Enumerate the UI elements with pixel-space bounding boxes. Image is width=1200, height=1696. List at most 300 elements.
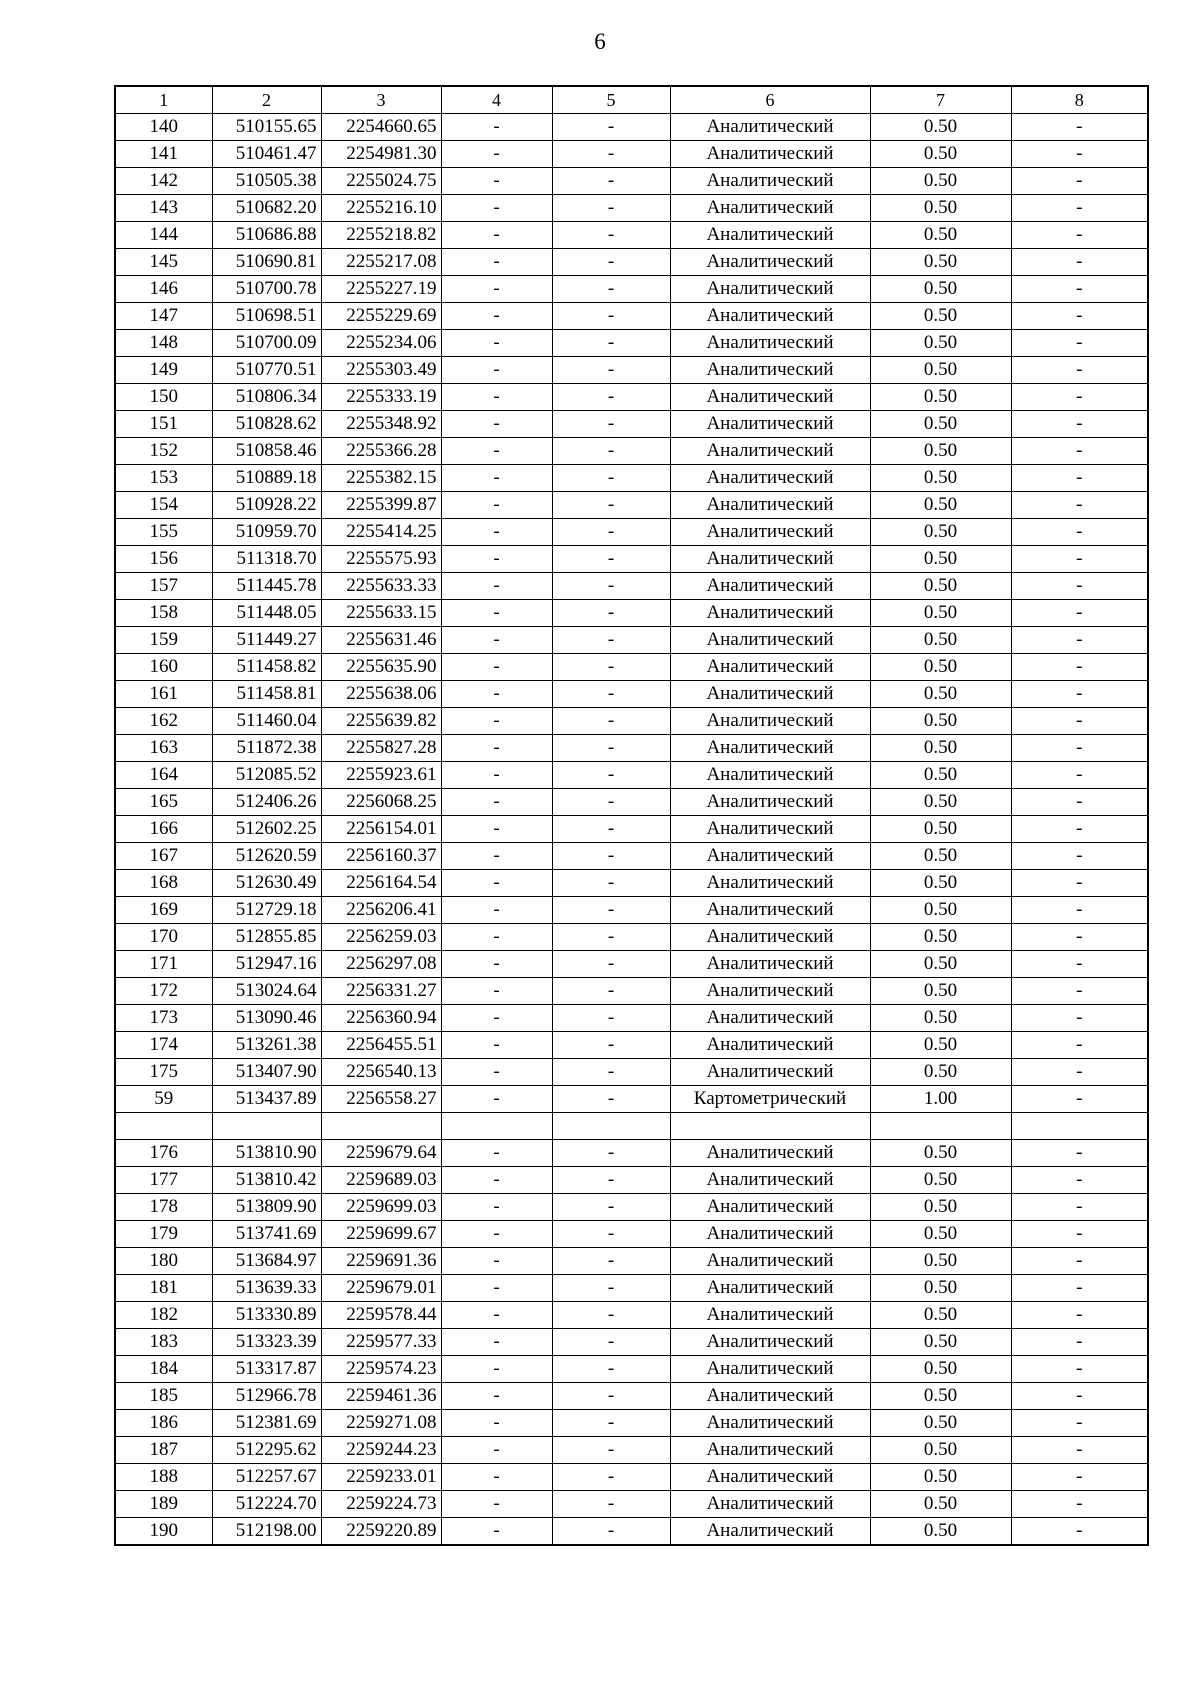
y-coordinate-cell: 2256164.54 [321,870,441,897]
point-number-cell: 168 [115,870,212,897]
accuracy-cell: 0.50 [870,330,1011,357]
y-coordinate-cell: 2255303.49 [321,357,441,384]
table-row [115,654,1148,681]
accuracy-cell: 1.00 [870,1086,1011,1113]
column-4-cell: - [441,1302,552,1329]
method-cell: Аналитический [670,276,870,303]
column-4-cell: - [441,303,552,330]
method-cell: Аналитический [670,384,870,411]
column-5-cell: - [552,1356,670,1383]
x-coordinate-cell [212,1113,321,1140]
point-number-cell: 177 [115,1167,212,1194]
column-8-cell: - [1011,411,1148,438]
table-row [115,1302,1148,1329]
method-cell: Аналитический [670,789,870,816]
method-cell: Аналитический [670,924,870,951]
method-cell: Аналитический [670,519,870,546]
column-8-cell: - [1011,1356,1148,1383]
accuracy-cell: 0.50 [870,951,1011,978]
x-coordinate-cell: 510770.51 [212,357,321,384]
column-header: 5 [552,86,670,114]
method-cell: Аналитический [670,1059,870,1086]
x-coordinate-cell: 513684.97 [212,1248,321,1275]
table-row [115,816,1148,843]
point-number-cell: 172 [115,978,212,1005]
y-coordinate-cell: 2256160.37 [321,843,441,870]
table-row [115,1113,1148,1140]
x-coordinate-cell: 511460.04 [212,708,321,735]
point-number-cell: 152 [115,438,212,465]
point-number-cell: 59 [115,1086,212,1113]
column-8-cell: - [1011,1086,1148,1113]
column-8-cell: - [1011,654,1148,681]
column-8-cell: - [1011,897,1148,924]
y-coordinate-cell: 2255631.46 [321,627,441,654]
column-8-cell: - [1011,384,1148,411]
method-cell: Аналитический [670,222,870,249]
column-4-cell: - [441,276,552,303]
column-5-cell: - [552,1302,670,1329]
column-5-cell: - [552,762,670,789]
point-number-cell: 153 [115,465,212,492]
accuracy-cell: 0.50 [870,1302,1011,1329]
accuracy-cell [870,1113,1011,1140]
point-number-cell: 160 [115,654,212,681]
method-cell: Картометрический [670,1086,870,1113]
x-coordinate-cell: 510686.88 [212,222,321,249]
column-5-cell: - [552,1464,670,1491]
point-number-cell: 171 [115,951,212,978]
accuracy-cell: 0.50 [870,276,1011,303]
table-row [115,357,1148,384]
point-number-cell: 146 [115,276,212,303]
table-row [115,492,1148,519]
column-8-cell: - [1011,1005,1148,1032]
column-4-cell: - [441,384,552,411]
column-8-cell: - [1011,222,1148,249]
column-4-cell: - [441,762,552,789]
y-coordinate-cell: 2255227.19 [321,276,441,303]
column-4-cell: - [441,330,552,357]
table-row [115,519,1148,546]
column-8-cell: - [1011,1329,1148,1356]
column-8-cell: - [1011,492,1148,519]
table-row [115,222,1148,249]
column-4-cell: - [441,897,552,924]
accuracy-cell: 0.50 [870,627,1011,654]
column-8-cell: - [1011,465,1148,492]
page-number: 6 [594,29,606,54]
accuracy-cell: 0.50 [870,708,1011,735]
table-row [115,1356,1148,1383]
column-4-cell: - [441,195,552,222]
point-number-cell: 170 [115,924,212,951]
method-cell: Аналитический [670,762,870,789]
column-5-cell: - [552,1167,670,1194]
column-5-cell: - [552,816,670,843]
y-coordinate-cell [321,1113,441,1140]
column-header: 6 [670,86,870,114]
point-number-cell: 147 [115,303,212,330]
method-cell: Аналитический [670,573,870,600]
y-coordinate-cell: 2255575.93 [321,546,441,573]
column-5-cell: - [552,168,670,195]
column-8-cell: - [1011,681,1148,708]
point-number-cell: 190 [115,1518,212,1546]
column-header: 7 [870,86,1011,114]
point-number-cell: 186 [115,1410,212,1437]
method-cell: Аналитический [670,1275,870,1302]
method-cell: Аналитический [670,1302,870,1329]
accuracy-cell: 0.50 [870,573,1011,600]
accuracy-cell: 0.50 [870,465,1011,492]
table-row [115,1464,1148,1491]
accuracy-cell: 0.50 [870,249,1011,276]
x-coordinate-cell: 512602.25 [212,816,321,843]
method-cell: Аналитический [670,1167,870,1194]
column-5-cell: - [552,195,670,222]
x-coordinate-cell: 511449.27 [212,627,321,654]
y-coordinate-cell: 2256540.13 [321,1059,441,1086]
accuracy-cell: 0.50 [870,654,1011,681]
y-coordinate-cell: 2255414.25 [321,519,441,546]
accuracy-cell: 0.50 [870,897,1011,924]
accuracy-cell: 0.50 [870,492,1011,519]
method-cell: Аналитический [670,303,870,330]
column-5-cell: - [552,870,670,897]
accuracy-cell: 0.50 [870,1032,1011,1059]
column-4-cell: - [441,168,552,195]
column-5-cell: - [552,1086,670,1113]
x-coordinate-cell: 513741.69 [212,1221,321,1248]
y-coordinate-cell: 2259689.03 [321,1167,441,1194]
y-coordinate-cell: 2259578.44 [321,1302,441,1329]
coordinates-table [114,85,1149,1546]
point-number-cell: 176 [115,1140,212,1167]
column-4-cell: - [441,411,552,438]
y-coordinate-cell: 2256360.94 [321,1005,441,1032]
column-5-cell: - [552,222,670,249]
column-4-cell: - [441,114,552,141]
column-4-cell: - [441,1491,552,1518]
table-row [115,249,1148,276]
point-number-cell: 154 [115,492,212,519]
method-cell: Аналитический [670,1383,870,1410]
accuracy-cell: 0.50 [870,816,1011,843]
column-4-cell: - [441,627,552,654]
table-row [115,924,1148,951]
accuracy-cell: 0.50 [870,1248,1011,1275]
column-4-cell [441,1113,552,1140]
table-body [115,114,1148,1546]
column-5-cell: - [552,573,670,600]
column-5-cell: - [552,114,670,141]
table-row [115,681,1148,708]
column-8-cell: - [1011,1248,1148,1275]
column-8-cell: - [1011,789,1148,816]
accuracy-cell: 0.50 [870,195,1011,222]
table-row [115,1410,1148,1437]
point-number-cell: 148 [115,330,212,357]
column-8-cell: - [1011,195,1148,222]
x-coordinate-cell: 510858.46 [212,438,321,465]
x-coordinate-cell: 510889.18 [212,465,321,492]
accuracy-cell: 0.50 [870,168,1011,195]
table-row [115,141,1148,168]
column-8-cell: - [1011,1032,1148,1059]
method-cell: Аналитический [670,438,870,465]
column-header: 1 [115,86,212,114]
column-4-cell: - [441,1032,552,1059]
table-row [115,600,1148,627]
column-4-cell: - [441,681,552,708]
column-4-cell: - [441,870,552,897]
column-8-cell: - [1011,546,1148,573]
x-coordinate-cell: 513810.42 [212,1167,321,1194]
y-coordinate-cell: 2259271.08 [321,1410,441,1437]
accuracy-cell: 0.50 [870,303,1011,330]
column-4-cell: - [441,843,552,870]
accuracy-cell: 0.50 [870,1518,1011,1546]
column-4-cell: - [441,546,552,573]
y-coordinate-cell: 2255234.06 [321,330,441,357]
accuracy-cell: 0.50 [870,1167,1011,1194]
column-5-cell: - [552,627,670,654]
column-header: 3 [321,86,441,114]
point-number-cell: 142 [115,168,212,195]
column-4-cell: - [441,519,552,546]
accuracy-cell: 0.50 [870,843,1011,870]
y-coordinate-cell: 2255399.87 [321,492,441,519]
method-cell: Аналитический [670,1518,870,1546]
x-coordinate-cell: 512729.18 [212,897,321,924]
x-coordinate-cell: 510700.09 [212,330,321,357]
x-coordinate-cell: 510155.65 [212,114,321,141]
x-coordinate-cell: 513323.39 [212,1329,321,1356]
column-4-cell: - [441,1248,552,1275]
column-8-cell: - [1011,1383,1148,1410]
point-number-cell: 179 [115,1221,212,1248]
y-coordinate-cell: 2255633.15 [321,600,441,627]
table-row [115,1167,1148,1194]
method-cell: Аналитический [670,195,870,222]
column-5-cell: - [552,681,670,708]
column-4-cell: - [441,1167,552,1194]
table-row [115,1032,1148,1059]
method-cell: Аналитический [670,141,870,168]
accuracy-cell: 0.50 [870,1059,1011,1086]
point-number-cell: 164 [115,762,212,789]
column-5-cell: - [552,1059,670,1086]
x-coordinate-cell: 513437.89 [212,1086,321,1113]
accuracy-cell: 0.50 [870,1491,1011,1518]
y-coordinate-cell: 2255216.10 [321,195,441,222]
column-5-cell: - [552,1140,670,1167]
column-5-cell: - [552,951,670,978]
point-number-cell: 155 [115,519,212,546]
column-5-cell: - [552,654,670,681]
table-row [115,195,1148,222]
y-coordinate-cell: 2259220.89 [321,1518,441,1546]
table-row [115,1248,1148,1275]
column-4-cell: - [441,1059,552,1086]
x-coordinate-cell: 512085.52 [212,762,321,789]
column-8-cell: - [1011,276,1148,303]
column-header: 8 [1011,86,1148,114]
point-number-cell: 159 [115,627,212,654]
column-8-cell: - [1011,1221,1148,1248]
table-row [115,627,1148,654]
x-coordinate-cell: 512198.00 [212,1518,321,1546]
column-8-cell: - [1011,1194,1148,1221]
column-header: 2 [212,86,321,114]
table-row [115,708,1148,735]
point-number-cell: 169 [115,897,212,924]
method-cell: Аналитический [670,843,870,870]
accuracy-cell: 0.50 [870,1410,1011,1437]
column-4-cell: - [441,1005,552,1032]
accuracy-cell: 0.50 [870,789,1011,816]
method-cell: Аналитический [670,1329,870,1356]
y-coordinate-cell: 2255638.06 [321,681,441,708]
point-number-cell: 150 [115,384,212,411]
column-8-cell: - [1011,816,1148,843]
y-coordinate-cell: 2259577.33 [321,1329,441,1356]
method-cell: Аналитический [670,1140,870,1167]
x-coordinate-cell: 510828.62 [212,411,321,438]
column-5-cell: - [552,465,670,492]
table-row [115,330,1148,357]
column-8-cell: - [1011,330,1148,357]
column-8-cell: - [1011,762,1148,789]
method-cell: Аналитический [670,1221,870,1248]
method-cell: Аналитический [670,249,870,276]
method-cell: Аналитический [670,330,870,357]
column-8-cell: - [1011,843,1148,870]
column-5-cell: - [552,357,670,384]
table-row [115,870,1148,897]
point-number-cell: 166 [115,816,212,843]
column-5-cell: - [552,1194,670,1221]
point-number-cell: 162 [115,708,212,735]
column-4-cell: - [441,1410,552,1437]
column-8-cell: - [1011,600,1148,627]
column-8-cell: - [1011,114,1148,141]
y-coordinate-cell: 2256331.27 [321,978,441,1005]
point-number-cell: 151 [115,411,212,438]
column-5-cell: - [552,1005,670,1032]
table-row [115,1491,1148,1518]
point-number-cell: 165 [115,789,212,816]
accuracy-cell: 0.50 [870,546,1011,573]
x-coordinate-cell: 510690.81 [212,249,321,276]
column-8-cell: - [1011,141,1148,168]
x-coordinate-cell: 510682.20 [212,195,321,222]
column-5-cell: - [552,1491,670,1518]
y-coordinate-cell: 2255827.28 [321,735,441,762]
column-4-cell: - [441,1221,552,1248]
column-8-cell: - [1011,249,1148,276]
accuracy-cell: 0.50 [870,1356,1011,1383]
point-number-cell: 156 [115,546,212,573]
accuracy-cell: 0.50 [870,114,1011,141]
table-row [115,573,1148,600]
table-header-row [115,86,1148,114]
accuracy-cell: 0.50 [870,870,1011,897]
column-5-cell: - [552,438,670,465]
table-row [115,1437,1148,1464]
x-coordinate-cell: 511445.78 [212,573,321,600]
column-4-cell: - [441,1086,552,1113]
x-coordinate-cell: 513407.90 [212,1059,321,1086]
y-coordinate-cell: 2259224.73 [321,1491,441,1518]
accuracy-cell: 0.50 [870,600,1011,627]
column-5-cell: - [552,843,670,870]
y-coordinate-cell: 2255382.15 [321,465,441,492]
column-4-cell: - [441,600,552,627]
x-coordinate-cell: 512406.26 [212,789,321,816]
column-4-cell: - [441,492,552,519]
column-8-cell: - [1011,303,1148,330]
table-row [115,978,1148,1005]
x-coordinate-cell: 513330.89 [212,1302,321,1329]
point-number-cell: 175 [115,1059,212,1086]
table-row [115,1383,1148,1410]
column-5-cell: - [552,1248,670,1275]
method-cell: Аналитический [670,168,870,195]
column-5-cell: - [552,897,670,924]
x-coordinate-cell: 512947.16 [212,951,321,978]
point-number-cell: 161 [115,681,212,708]
column-8-cell: - [1011,1518,1148,1546]
column-4-cell: - [441,654,552,681]
accuracy-cell: 0.50 [870,735,1011,762]
accuracy-cell: 0.50 [870,681,1011,708]
column-8-cell: - [1011,168,1148,195]
accuracy-cell: 0.50 [870,924,1011,951]
point-number-cell: 187 [115,1437,212,1464]
accuracy-cell: 0.50 [870,384,1011,411]
y-coordinate-cell: 2255639.82 [321,708,441,735]
x-coordinate-cell: 511458.82 [212,654,321,681]
point-number-cell: 143 [115,195,212,222]
point-number-cell: 189 [115,1491,212,1518]
column-4-cell: - [441,141,552,168]
y-coordinate-cell: 2256455.51 [321,1032,441,1059]
x-coordinate-cell: 510505.38 [212,168,321,195]
column-5-cell: - [552,978,670,1005]
column-5-cell: - [552,303,670,330]
accuracy-cell: 0.50 [870,1140,1011,1167]
column-5-cell: - [552,519,670,546]
x-coordinate-cell: 510698.51 [212,303,321,330]
point-number-cell: 158 [115,600,212,627]
method-cell: Аналитический [670,1194,870,1221]
column-5-cell: - [552,546,670,573]
method-cell: Аналитический [670,114,870,141]
table-row [115,1194,1148,1221]
table-row [115,762,1148,789]
accuracy-cell: 0.50 [870,1005,1011,1032]
accuracy-cell: 0.50 [870,519,1011,546]
column-4-cell: - [441,1464,552,1491]
table-row [115,1005,1148,1032]
method-cell: Аналитический [670,357,870,384]
method-cell: Аналитический [670,870,870,897]
point-number-cell: 182 [115,1302,212,1329]
x-coordinate-cell: 510700.78 [212,276,321,303]
column-8-cell: - [1011,573,1148,600]
